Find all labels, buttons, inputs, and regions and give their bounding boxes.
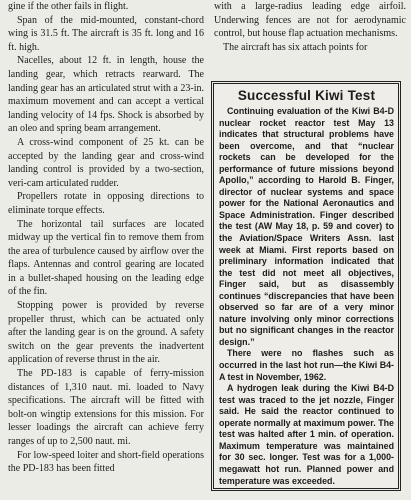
paragraph: Span of the mid-mounted, constant-chord wing is 31.5 ft. The aircraft is 35 ft. long and 16 ft. high. xyxy=(8,14,204,53)
sidebar-paragraph: A hydrogen leak during the Kiwi B4-D test was traced to the jet nozzle, Finger said. He said the reactor continued to operate normally at maximum power. The test was halted after 1 min. of operation. Maximum temperature was maintained for 30 sec. longer. Test was for a 1,000-megawatt hot run. Planned power and temperature was exceeded. xyxy=(219,383,394,486)
right-column xyxy=(214,0,406,54)
sidebar-body xyxy=(219,106,394,487)
paragraph: A cross-wind component of 25 kt. can be accepted by the landing gear and cross-wind landing control is provided by a two-section, veri-cam articulated rudder. xyxy=(8,136,204,189)
paragraph: gine if the other fails in flight. xyxy=(8,1,129,12)
sidebar-box xyxy=(211,81,401,491)
paragraph: with a large-radius leading edge airfoil. Underwing fences are not for aerodynamic control, but house flap actuation mechanisms. xyxy=(214,1,406,40)
paragraph: For low-speed loiter and short-field operations the PD-183 has been fitted xyxy=(8,449,204,475)
sidebar-paragraph: Continuing evaluation of the Kiwi B4-D nuclear rocket reactor test May 13 indicates that structural problems have been overcome, and that “nuclear rockets can be developed for the performance of future missions beyond Apollo,” according to Harold B. Finger, director of nuclear systems and space power for the National Aeronautics and Space Administration. Finger described the test (AW May 18, p. 59 and cover) to the Aviation/Space Writers Assn. last week at Miami. First reports based on preliminary information indicated that the test did not meet all objectives, Finger said, but as disassembly continues “discrepancies that have been observed so far are of a very minor nature involving only minor corrections but no significant changes in the reactor design.” xyxy=(219,106,394,347)
paragraph: The horizontal tail surfaces are located midway up the vertical fin to remove them from the area of turbulence caused by airflow over the flaps. Antennas and control gearing are located in a bullet-shaped housing on the leading edge of the fin. xyxy=(8,218,204,298)
sidebar-title: Successful Kiwi Test xyxy=(237,88,376,103)
paragraph: Stopping power is provided by reverse propeller thrust, which can be actuated only after the landing gear is on the ground. A safety switch on the gear prevents the inadvertent application of reverse thrust in the air. xyxy=(8,300,204,366)
paragraph: The aircraft has six attach points for xyxy=(223,41,368,53)
paragraph: Nacelles, about 12 ft. in length, house the landing gear, which retracts rearward. The landing gear has an articulated strut with a 23-in. maximum movement and can accept a vertical landing velocity of 14 fps. Shock is absorbed by an oleo and spring beam arrangement. xyxy=(8,55,204,135)
sidebar-paragraph: There were no flashes such as occurred in the last hot run—the Kiwi B4-A test in November, 1962. xyxy=(219,348,394,382)
paragraph: The PD-183 is capable of ferry-mission distances of 1,310 naut. mi. loaded to Navy specifications. The aircraft will be fitted with bolt-on wingtip extensions for this mission. For lesser loadings the aircraft can achieve ferry ranges of up to 2,500 naut. mi. xyxy=(8,368,204,447)
left-column xyxy=(8,0,204,476)
paragraph: Propellers rotate in opposing directions to eliminate torque effects. xyxy=(8,191,204,216)
